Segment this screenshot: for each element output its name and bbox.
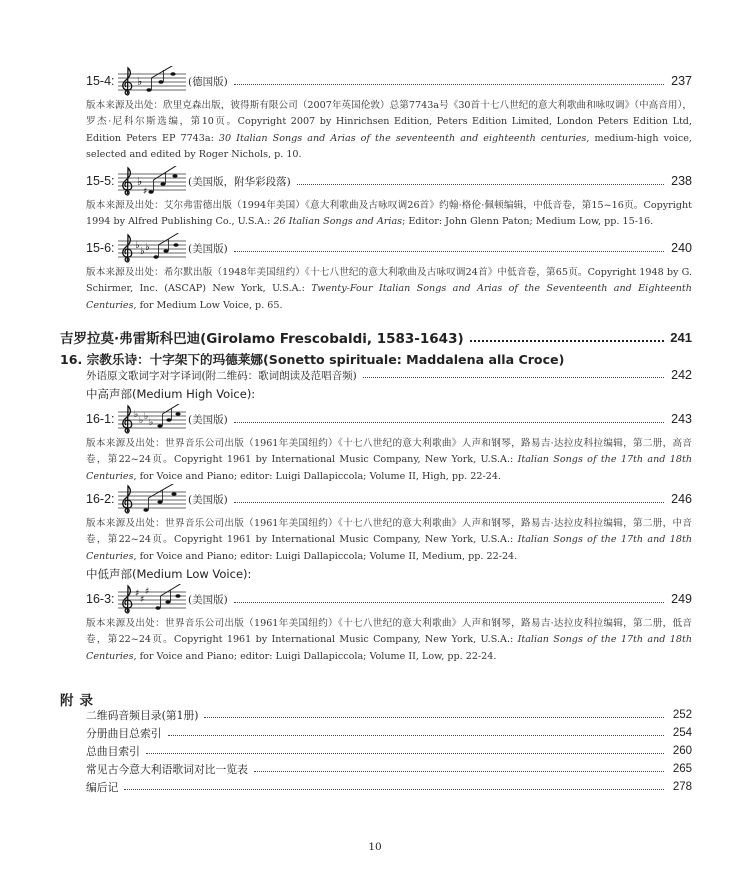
leader-dots: [470, 340, 664, 342]
svg-text:♭: ♭: [140, 246, 145, 257]
appendix-item[interactable]: 总曲目索引 260: [86, 744, 692, 758]
incipit-label: 15-4:: [86, 74, 115, 88]
page-number[interactable]: 243: [671, 412, 692, 426]
edition-note: (德国版): [188, 75, 228, 88]
svg-text:♭: ♭: [135, 240, 140, 251]
svg-text:♭: ♭: [145, 242, 150, 253]
svg-text:♯: ♯: [135, 589, 140, 599]
source-note: 版本来源及出处：希尔默出版（1948年美国纽约）《十七八世纪的意大利歌曲及古咏叹调24首》中低音卷，第65页。Copyright 1948 by G. Schirmer, Inc. (ASCAP) New York, U.S.A.: Twenty-Four Italian Songs and Arias of the Seventeenth and Eighteenth Centuries, for Medium Low Voice, p. 65.: [86, 267, 692, 311]
appendix-item[interactable]: 分册曲目总索引 254: [86, 726, 692, 740]
edition-note: (美国版): [188, 493, 228, 506]
incipit-label: 16-3:: [86, 592, 115, 606]
music-incipit-icon: [118, 404, 186, 434]
page-number[interactable]: 246: [671, 492, 692, 506]
translation-entry[interactable]: [86, 366, 692, 384]
source-note: 版本来源及出处：欣里克森出版，彼得斯有限公司（2007年英国伦敦）总第7743a号《30首十七八世纪的意大利歌曲和咏叹调》（中高音用），罗杰·尼科尔斯选编，第10页。Copyright 2007 by Hinrichsen Edition, Peters Edition Limited, London Peters Edition Ltd, Edition Peters EP 7743a: 30 Italian Songs and Arias of the seventeenth and eighteenth centuries, medium-high voice, selected and edited by Roger Nichols, p. 10.: [86, 100, 692, 160]
leader-dots: [146, 753, 664, 754]
leader-dots: [168, 735, 664, 736]
incipit-entry-16-3: [86, 584, 692, 665]
leader-dots: [234, 251, 664, 252]
incipit-label: 15-6:: [86, 241, 115, 255]
page-number[interactable]: 240: [671, 241, 692, 255]
leader-dots: [297, 184, 664, 185]
appendix-item[interactable]: 二维码音频目录(第1册) 252: [86, 708, 692, 722]
edition-note: (美国版): [188, 242, 228, 255]
edition-note: (美国版): [188, 593, 228, 606]
translation-label: 外语原文歌词字对字译词(附二维码：歌词朗读及范唱音频): [86, 369, 357, 382]
appendix-list: [86, 706, 692, 796]
music-incipit-icon: [118, 584, 186, 614]
incipit-label: 16-1:: [86, 412, 115, 426]
svg-text:♭: ♭: [144, 412, 149, 422]
incipit-label: 16-2:: [86, 492, 115, 506]
source-note: 版本来源及出处：世界音乐公司出版（1961年美国纽约）《十七八世纪的意大利歌曲》人声和钢琴，路易吉·达拉皮科拉编辑，第二册，中音卷，第22~24页。Copyright 1961 by International Music Company, New York, U.S.A.: Italian Songs of the 17th and 18th Centuries, for Voice and Piano; editor: Luigi Dallapiccola; Volume II, Medium, pp. 22-24.: [86, 518, 692, 562]
incipit-entry-15-5: [86, 166, 692, 231]
page-number[interactable]: 249: [671, 592, 692, 606]
composer-name: 吉罗拉莫·弗雷斯科巴迪(Girolamo Frescobaldi, 1583-1643): [60, 331, 464, 347]
leader-dots: [204, 717, 664, 718]
piece-title[interactable]: 16. 宗教乐诗：十字架下的玛德莱娜(Sonetto spirituale: Maddalena alla Croce): [60, 352, 565, 367]
leader-dots: [234, 602, 664, 603]
leader-dots: [234, 502, 664, 503]
source-note: 版本来源及出处：艾尔弗雷德出版（1994年美国）《意大利歌曲及古咏叹调26首》约翰·格伦·佩顿编辑，中低音卷，第15~16页。Copyright 1994 by Alfred Publishing Co., U.S.A.: 26 Italian Songs and Arias; Editor: John Glenn Paton; Medium Low, pp. 15-16.: [86, 200, 692, 228]
incipit-label: 15-5:: [86, 174, 115, 188]
source-note: 版本来源及出处：世界音乐公司出版（1961年美国纽约）《十七八世纪的意大利歌曲》人声和钢琴，路易吉·达拉皮科拉编辑，第二册，低音卷，第22~24页。Copyright 1961 by International Music Company, New York, U.S.A.: Italian Songs of the 17th and 18th Centuries, for Voice and Piano; editor: Luigi Dallapiccola; Volume II, Low, pp. 22-24.: [86, 618, 692, 662]
svg-text:♭: ♭: [137, 75, 143, 88]
edition-note: (美国版，附华彩段落): [188, 175, 291, 188]
page-folio: 10: [368, 841, 382, 853]
page-number[interactable]: 238: [671, 174, 692, 188]
svg-text:♭: ♭: [139, 416, 144, 426]
composer-heading[interactable]: [60, 327, 692, 347]
leader-dots: [254, 771, 664, 772]
leader-dots: [234, 422, 664, 423]
page-number: 241: [670, 329, 692, 345]
svg-text:♭: ♭: [134, 410, 139, 420]
leader-dots: [124, 789, 664, 790]
svg-text:♭: ♭: [149, 418, 154, 428]
incipit-entry-16-1: [86, 404, 692, 485]
music-incipit-icon: [118, 233, 186, 263]
source-note: 版本来源及出处：世界音乐公司出版（1961年美国纽约）《十七八世纪的意大利歌曲》人声和钢琴，路易吉·达拉皮科拉编辑，第二册，高音卷，第22~24页。Copyright 1961 by International Music Company, New York, U.S.A.: Italian Songs of the 17th and 18th Centuries, for Voice and Piano; editor: Luigi Dallapiccola; Volume II, High, pp. 22-24.: [86, 438, 692, 482]
music-incipit-icon: [118, 66, 186, 96]
voice-heading-medium-high: 中高声部(Medium High Voice):: [86, 387, 256, 401]
incipit-entry-16-2: [86, 484, 692, 565]
svg-text:♯: ♯: [145, 587, 150, 597]
edition-note: (美国版): [188, 413, 228, 426]
appendix-heading: 附录: [60, 693, 99, 709]
appendix-item[interactable]: 编后记 278: [86, 780, 692, 794]
svg-text:♯: ♯: [140, 595, 145, 605]
svg-text:♯: ♯: [143, 187, 148, 196]
voice-heading-medium-low: 中低声部(Medium Low Voice):: [86, 567, 252, 581]
appendix-item[interactable]: 常见古今意大利语歌词对比一览表 265: [86, 762, 692, 776]
leader-dots: [363, 377, 664, 378]
leader-dots: [234, 84, 664, 85]
incipit-entry-15-4: [86, 66, 692, 163]
page-number: 242: [671, 368, 692, 382]
svg-text:♭: ♭: [137, 175, 143, 188]
music-incipit-icon: [118, 484, 186, 514]
incipit-entry-15-6: [86, 233, 692, 314]
music-incipit-icon: [118, 166, 186, 196]
page-number[interactable]: 237: [671, 74, 692, 88]
